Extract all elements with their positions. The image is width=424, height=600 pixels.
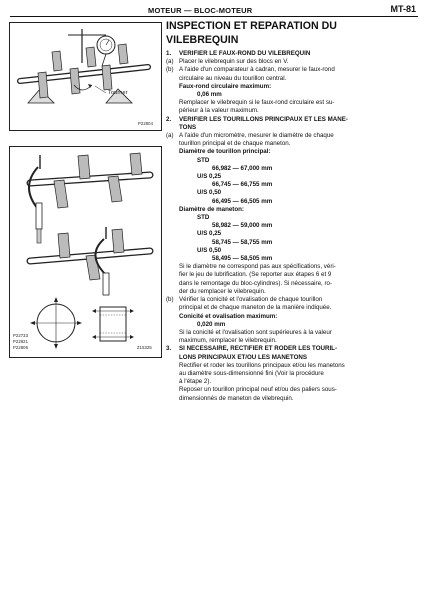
figure-code-right: Z15325 <box>137 345 152 350</box>
sub-step-text <box>179 66 418 82</box>
text-line: périeur à la valeur maximum. <box>179 107 259 115</box>
text-line: fier le jeu de lubrification. (Se reporter aux étapes 6 et 9 <box>179 271 332 279</box>
text-line: der du remplacer le vilebrequin. <box>179 287 266 295</box>
spec-value: 66,745 — 66,755 mm <box>212 181 273 189</box>
spec-label: Diamètre de maneton: <box>179 205 244 213</box>
text-line: A l'aide d'un micromètre, mesurer le diamètre de chaque <box>179 132 334 140</box>
text-line: LONS PRINCIPAUX ET/OU LES MANETONS <box>179 353 307 361</box>
figure-code-1: P22733 <box>13 333 29 338</box>
step-number: 2. <box>166 115 172 123</box>
text-line: A l'aide d'un comparateur à cadran, mesurer le faux-rond <box>179 66 335 74</box>
text-line: Remplacer le vilebrequin si le faux-rond circulaire est su- <box>179 99 335 107</box>
note <box>166 99 418 115</box>
figure-journal-measurement <box>9 146 162 358</box>
sub-step-label: (b) <box>166 296 174 304</box>
figure-code: P22804 <box>138 121 154 126</box>
text-line: maximum, remplacer le vilebrequin. <box>179 337 277 345</box>
step-heading <box>166 345 418 361</box>
spec-size: U/S 0,50 <box>197 246 222 254</box>
step-title: VERIFIER LE FAUX-ROND DU VILEBREQUIN <box>179 50 311 57</box>
spec-size: U/S 0,25 <box>197 230 222 238</box>
header-page-number: MT-81 <box>390 4 416 14</box>
spec-value: 0,020 mm <box>197 320 226 328</box>
spec-value: 66,495 — 66,505 mm <box>212 197 273 205</box>
step-heading <box>166 116 418 132</box>
step-heading <box>166 50 418 58</box>
sub-step <box>166 132 418 148</box>
figure-runout-check <box>9 22 162 131</box>
spec-value: 0,06 mm <box>197 91 222 99</box>
paragraph <box>166 386 418 402</box>
sub-step-text: Placer le vilebrequin sur des blocs en V. <box>179 58 289 66</box>
text-line: TONS <box>179 123 197 131</box>
page-header <box>8 4 418 16</box>
text-line: Si la conicité et l'ovalisation sont supérieures à la valeur <box>179 328 332 336</box>
spec-label: Conicité et ovalisation maximum: <box>179 312 278 320</box>
sub-step-text <box>179 296 418 312</box>
text-line: principal et de chaque maneton de la manière indiquée. <box>179 304 332 312</box>
spec-size: STD <box>197 214 210 222</box>
text-line: dimensionnés de maneton de vilebrequin. <box>179 394 294 402</box>
spec-label: Faux-rond circulaire maximum: <box>179 82 272 90</box>
text-line: Si le diamètre ne correspond pas aux spécifications, véri- <box>179 263 336 271</box>
text-line: dans le remontage du bloc-cylindres). Si nécessaire, ro- <box>179 279 333 287</box>
sub-step <box>166 296 418 312</box>
step-number: 3. <box>166 345 172 353</box>
figure-callout-rotate: Tourner <box>108 90 128 96</box>
header-rule <box>10 16 418 17</box>
sub-step <box>166 66 418 82</box>
step-title <box>179 116 418 132</box>
spec-value: 58,745 — 58,755 mm <box>212 238 273 246</box>
spec-size: U/S 0,25 <box>197 173 222 181</box>
spec-value: 58,982 — 59,000 mm <box>212 222 273 230</box>
spec-size: STD <box>197 156 210 164</box>
text-line: à l'étape 2). <box>179 378 212 386</box>
text-line: Vérifier la conicité et l'ovalisation de chaque tourillon <box>179 296 323 304</box>
micrometer-illustration <box>10 147 161 357</box>
paragraph <box>166 362 418 387</box>
title-line: VILEBREQUIN <box>166 33 239 46</box>
note <box>166 263 418 296</box>
text-line: circulaire au niveau du tourillon central. <box>179 74 287 82</box>
figure-code-3: P22806 <box>13 345 29 350</box>
sub-step-text <box>179 132 418 148</box>
step-title <box>179 345 418 361</box>
crankshaft-dial-gauge-illustration <box>10 23 161 130</box>
text-line: VERIFIER LES TOURILLONS PRINCIPAUX ET LES MANE- <box>179 115 348 123</box>
page-title <box>166 20 418 47</box>
step-number: 1. <box>166 50 172 57</box>
spec-value: 58,495 — 58,505 mm <box>212 255 273 263</box>
note <box>166 329 418 345</box>
text-line: SI NECESSAIRE, RECTIFIER ET RODER LES TOURIL- <box>179 345 338 353</box>
text-line: Rectifier et roder les tourillons principaux et/ou les manetons <box>179 361 345 369</box>
text-line: Reposer un tourillon principal neuf et/ou des paliers sous- <box>179 386 337 394</box>
text-line: tourillon principal et de chaque maneton. <box>179 140 291 148</box>
title-line: INSPECTION ET REPARATION DU <box>166 20 337 32</box>
text-line: au diamètre sous-dimensionné fini (Voir la procédure <box>179 369 324 377</box>
spec-size: U/S 0,50 <box>197 189 222 197</box>
instruction-text <box>166 20 418 403</box>
sub-step <box>166 58 418 66</box>
spec-label: Diamètre de tourillon principal: <box>179 148 271 156</box>
sub-step-label: (b) <box>166 66 174 74</box>
spec-value: 66,982 — 67,000 mm <box>212 164 273 172</box>
figure-code-2: P22821 <box>13 339 29 344</box>
sub-step-label: (a) <box>166 132 174 140</box>
header-section: MOTEUR — BLOC-MOTEUR <box>148 6 253 15</box>
sub-step-label: (a) <box>166 58 174 66</box>
